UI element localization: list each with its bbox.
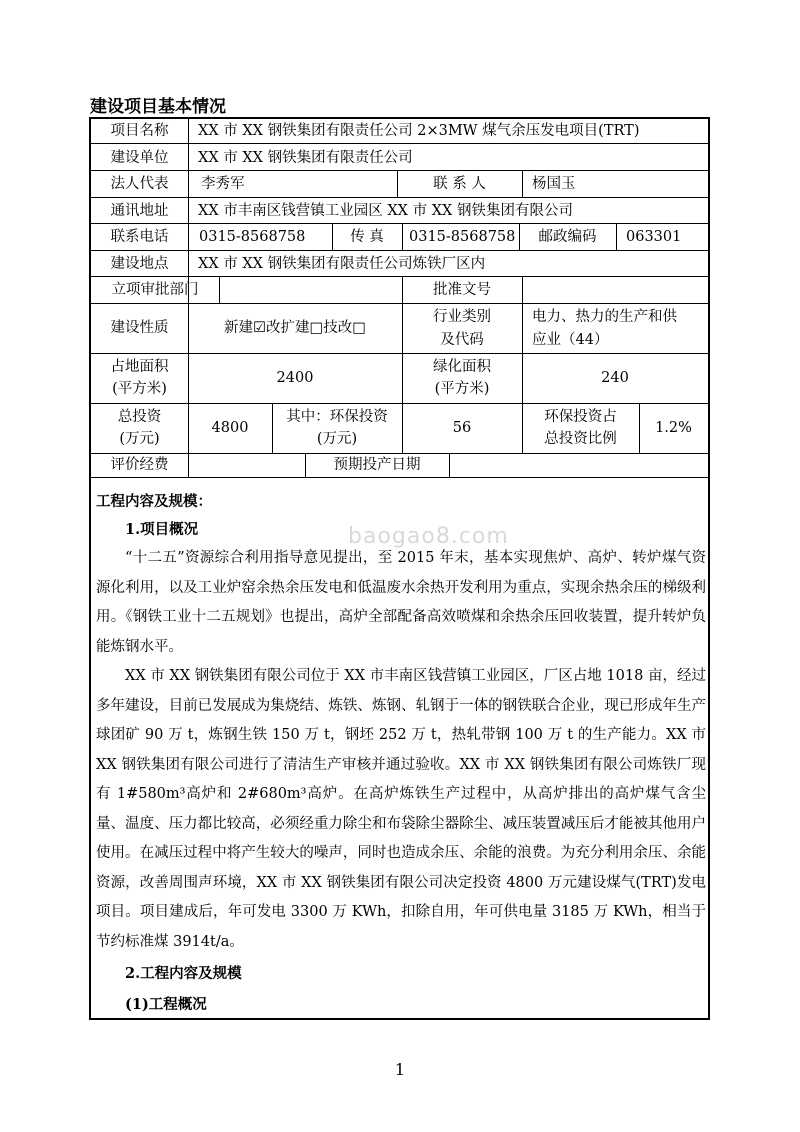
- nature-value: 新建☑改扩建□技改□: [224, 320, 366, 336]
- fax-value: 0315-8568758: [409, 229, 516, 245]
- section-2-heading: 2.工程内容及规模: [125, 965, 242, 982]
- invest-label-1: 总投资: [117, 409, 162, 425]
- section-2-1-heading: (1)工程概况: [125, 996, 207, 1013]
- project-name-value: XX 市 XX 钢铁集团有限责任公司 2×3MW 煤气余压发电项目(TRT): [198, 123, 640, 139]
- industry-label-1: 行业类别: [433, 309, 491, 325]
- section-1-heading: 1.项目概况: [125, 521, 199, 538]
- approval-no-label: 批准文号: [433, 282, 491, 298]
- env-ratio-label-1: 环保投资占: [544, 409, 617, 425]
- area-value: 2400: [276, 370, 314, 386]
- postcode-value: 063301: [626, 229, 682, 245]
- prod-date-label: 预期投产日期: [333, 457, 421, 473]
- contact-label: 联 系 人: [433, 176, 486, 192]
- env-ratio-value: 1.2%: [655, 420, 692, 436]
- industry-value-2: 应业（44）: [532, 332, 609, 348]
- industry-value-1: 电力、热力的生产和供: [532, 309, 677, 325]
- project-content: [96, 488, 706, 1019]
- env-invest-label-2: (万元): [316, 431, 358, 447]
- legal-rep-label: 法人代表: [110, 176, 169, 192]
- address-value: XX 市丰南区钱营镇工业园区 XX 市 XX 钢铁集团有限公司: [198, 203, 573, 219]
- env-ratio-label-2: 总投资比例: [544, 431, 617, 447]
- project-name-label: 项目名称: [110, 123, 169, 139]
- builder-value: XX 市 XX 钢铁集团有限责任公司: [198, 150, 413, 166]
- fax-label: 传 真: [350, 229, 384, 245]
- phone-value: 0315-8568758: [199, 229, 306, 245]
- invest-value: 4800: [211, 420, 249, 436]
- area-label-1: 占地面积: [110, 359, 169, 375]
- builder-label: 建设单位: [110, 150, 169, 166]
- industry-label-2: 及代码: [440, 332, 484, 348]
- env-invest-value: 56: [452, 420, 472, 436]
- green-label-2: (平方米): [434, 381, 490, 397]
- legal-rep-value: 李秀军: [201, 176, 245, 192]
- eval-fee-label: 评价经费: [110, 457, 169, 473]
- contact-value: 杨国玉: [532, 176, 576, 192]
- invest-label-2: (万元): [119, 431, 160, 447]
- area-label-2: (平方米): [112, 381, 167, 397]
- site-label: 建设地点: [110, 256, 169, 272]
- nature-label: 建设性质: [110, 320, 169, 336]
- watermark: baogao8.com: [348, 524, 509, 549]
- approval-dept-label: 立项审批部门: [111, 282, 199, 298]
- postcode-label: 邮政编码: [538, 229, 597, 245]
- page-number: 1: [394, 1060, 406, 1079]
- paragraph-1: “十二五”资源综合利用指导意见提出，至 2015 年末，基本实现焦炉、高炉、转炉煤气资源化利用，以及工业炉窑余热余压发电和低温废水余热开发利用为重点，实现余热余压的梯级利用。《钢铁工业十二五规划》也提出，高炉全部配备高效喷煤和余热余压回收装置，提升转炉负能炼钢水平。: [96, 550, 706, 655]
- phone-label: 联系电话: [110, 229, 169, 245]
- green-label-1: 绿化面积: [433, 359, 491, 375]
- address-label: 通讯地址: [110, 203, 169, 219]
- content-heading: 工程内容及规模：: [96, 493, 212, 510]
- env-invest-label-1: 其中：环保投资: [286, 409, 388, 425]
- site-value: XX 市 XX 钢铁集团有限责任公司炼铁厂区内: [198, 256, 486, 272]
- page-title: 建设项目基本情况: [90, 97, 226, 117]
- paragraph-2: XX 市 XX 钢铁集团有限公司位于 XX 市丰南区钱营镇工业园区，厂区占地 1018 亩，经过多年建设，目前已发展成为集烧结、炼铁、炼钢、轧钢于一体的钢铁联合企业，现已形成年生产球团矿 90 万 t，炼钢生铁 150 万 t，钢坯 252 万 t，热轧带钢 100 万 t 的生产能力。XX 市 XX 钢铁集团有限公司进行了清洁生产审核并通过验收。XX 市 XX 钢铁集团有限公司炼铁厂现有 1#580m³高炉和 2#680m³高炉。在高炉炼铁生产过程中，从高炉排出的高炉煤气含尘量、温度、压力都比较高，必须经重力除尘和布袋除尘器除尘、减压装置减压后才能被其他用户使用。在减压过程中将产生较大的噪声，同时也造成余压、余能的浪费。为充分利用余压、余能资源，改善周围声环境，XX 市 XX 钢铁集团有限公司决定投资 4800 万元建设煤气(TRT)发电项目。项目建成后，年可发电 3300 万 KWh，扣除自用，年可供电量 3185 万 KWh，相当于节约标准煤 3914t/a。: [96, 668, 706, 950]
- green-value: 240: [601, 370, 629, 386]
